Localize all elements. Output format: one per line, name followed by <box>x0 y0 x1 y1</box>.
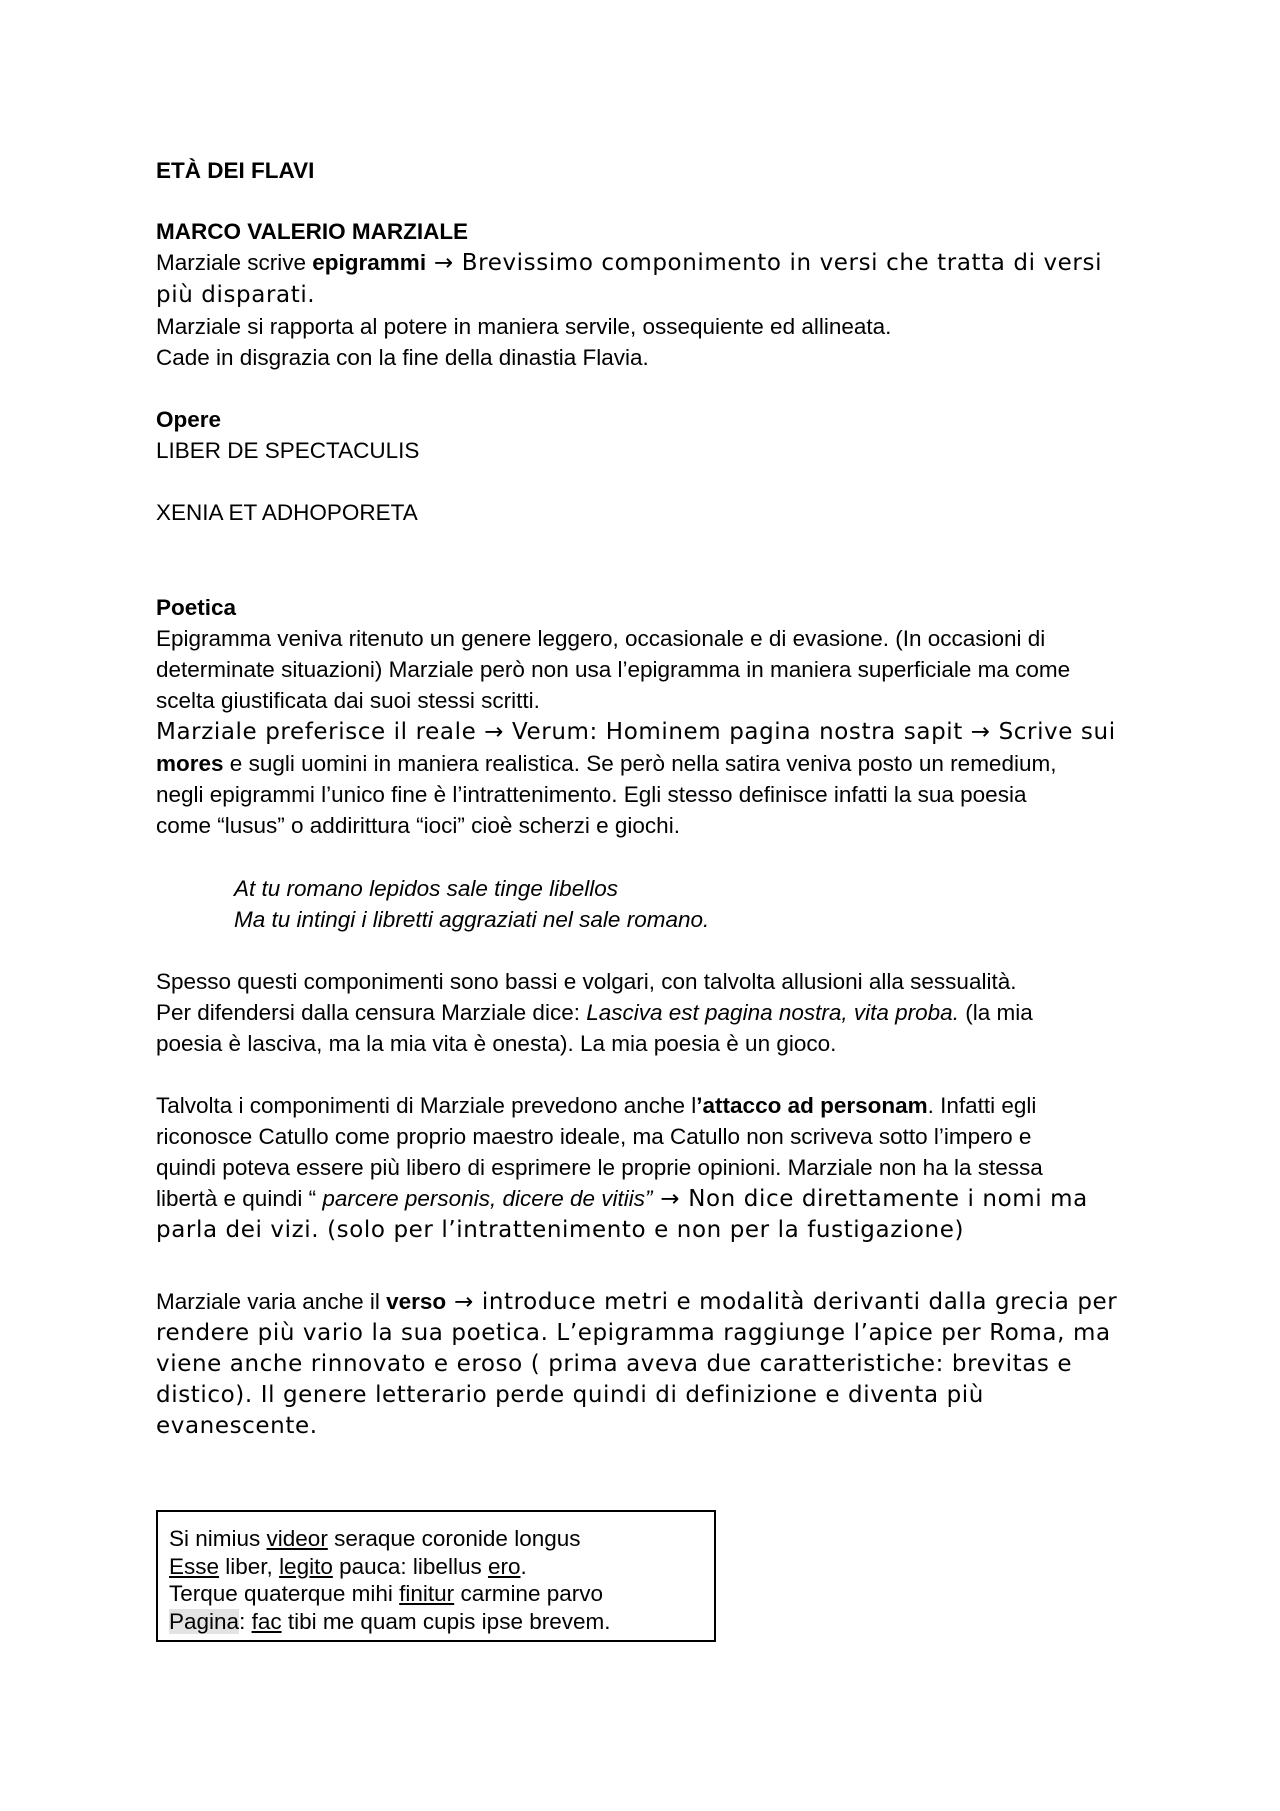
verse-line: Esse liber, legito pauca: libellus ero. <box>169 1553 527 1579</box>
verse-line: Terque quaterque mihi finitur carmine parvo <box>169 1581 603 1606</box>
paragraph-line: determinate situazioni) Marziale però non usa l’epigramma in maniera superficiale ma come <box>156 657 1071 682</box>
verse-line: Pagina: fac tibi me quam cupis ipse brevem. <box>169 1608 611 1634</box>
paragraph-line: negli epigrammi l’unico fine è l’intrattenimento. Egli stesso definisce infatti la sua poesia <box>156 782 1027 807</box>
document-title: ETÀ DEI FLAVI <box>156 158 315 183</box>
author-intro-line: Marziale si rapporta al potere in maniera servile, ossequiente ed allineata. <box>156 314 892 339</box>
paragraph-line: Spesso questi componimenti sono bassi e volgari, con talvolta allusioni alla sessualità. <box>156 969 1017 994</box>
paragraph-line: Marziale varia anche il verso → introduce metri e modalità derivanti dalla grecia per <box>156 1289 1118 1315</box>
paragraph-line: Epigramma veniva ritenuto un genere leggero, occasionale e di evasione. (In occasioni di <box>156 626 1046 651</box>
verse-line: Si nimius videor seraque coronide longus <box>169 1526 581 1551</box>
paragraph-line: scelta giustificata dai suoi stessi scritti. <box>156 688 540 713</box>
paragraph-line: riconosce Catullo come proprio maestro ideale, ma Catullo non scriveva sotto l’impero e <box>156 1124 1032 1149</box>
works-item: LIBER DE SPECTACULIS <box>156 438 420 463</box>
author-heading: MARCO VALERIO MARZIALE <box>156 219 469 244</box>
author-intro-line: Marziale scrive epigrammi → Brevissimo componimento in versi che tratta di versi <box>156 250 1103 276</box>
paragraph-line: Marziale preferisce il reale → Verum: Hominem pagina nostra sapit → Scrive sui <box>156 719 1116 745</box>
paragraph-line: parla dei vizi. (solo per l’intrattenimento e non per la fustigazione) <box>156 1217 965 1243</box>
author-intro-line: più disparati. <box>156 282 316 308</box>
works-item: XENIA ET ADHOPORETA <box>156 500 418 525</box>
paragraph-line: poesia è lasciva, ma la mia vita è onesta). La mia poesia è un gioco. <box>156 1031 837 1056</box>
works-heading: Opere <box>156 407 222 432</box>
paragraph-line: evanescente. <box>156 1413 318 1439</box>
paragraph-line: rendere più vario la sua poetica. L’epigramma raggiunge l’apice per Roma, ma <box>156 1320 1111 1346</box>
paragraph-line: Per difendersi dalla censura Marziale dice: Lasciva est pagina nostra, vita proba. (la mia <box>156 1000 1033 1025</box>
paragraph-line: libertà e quindi “ parcere personis, dicere de vitiis” → Non dice direttamente i nomi ma <box>156 1186 1088 1212</box>
latin-verse-box <box>156 1510 716 1642</box>
author-intro-line: Cade in disgrazia con la fine della dinastia Flavia. <box>156 345 649 370</box>
paragraph-line: come “lusus” o addirittura “ioci” cioè scherzi e giochi. <box>156 813 680 838</box>
paragraph-line: mores e sugli uomini in maniera realistica. Se però nella satira veniva posto un remedium, <box>156 751 1057 776</box>
paragraph-line: quindi poteva essere più libero di esprimere le proprie opinioni. Marziale non ha la stessa <box>156 1155 1043 1180</box>
poetics-heading: Poetica <box>156 595 237 620</box>
quote-translation: Ma tu intingi i libretti aggraziati nel sale romano. <box>234 907 710 932</box>
quote-latin: At tu romano lepidos sale tinge libellos <box>234 876 618 901</box>
paragraph-line: distico). Il genere letterario perde quindi di definizione e diventa più <box>156 1382 984 1408</box>
paragraph-line: viene anche rinnovato e eroso ( prima aveva due caratteristiche: brevitas e <box>156 1351 1073 1377</box>
paragraph-line: Talvolta i componimenti di Marziale prevedono anche l’attacco ad personam. Infatti egli <box>156 1093 1037 1118</box>
